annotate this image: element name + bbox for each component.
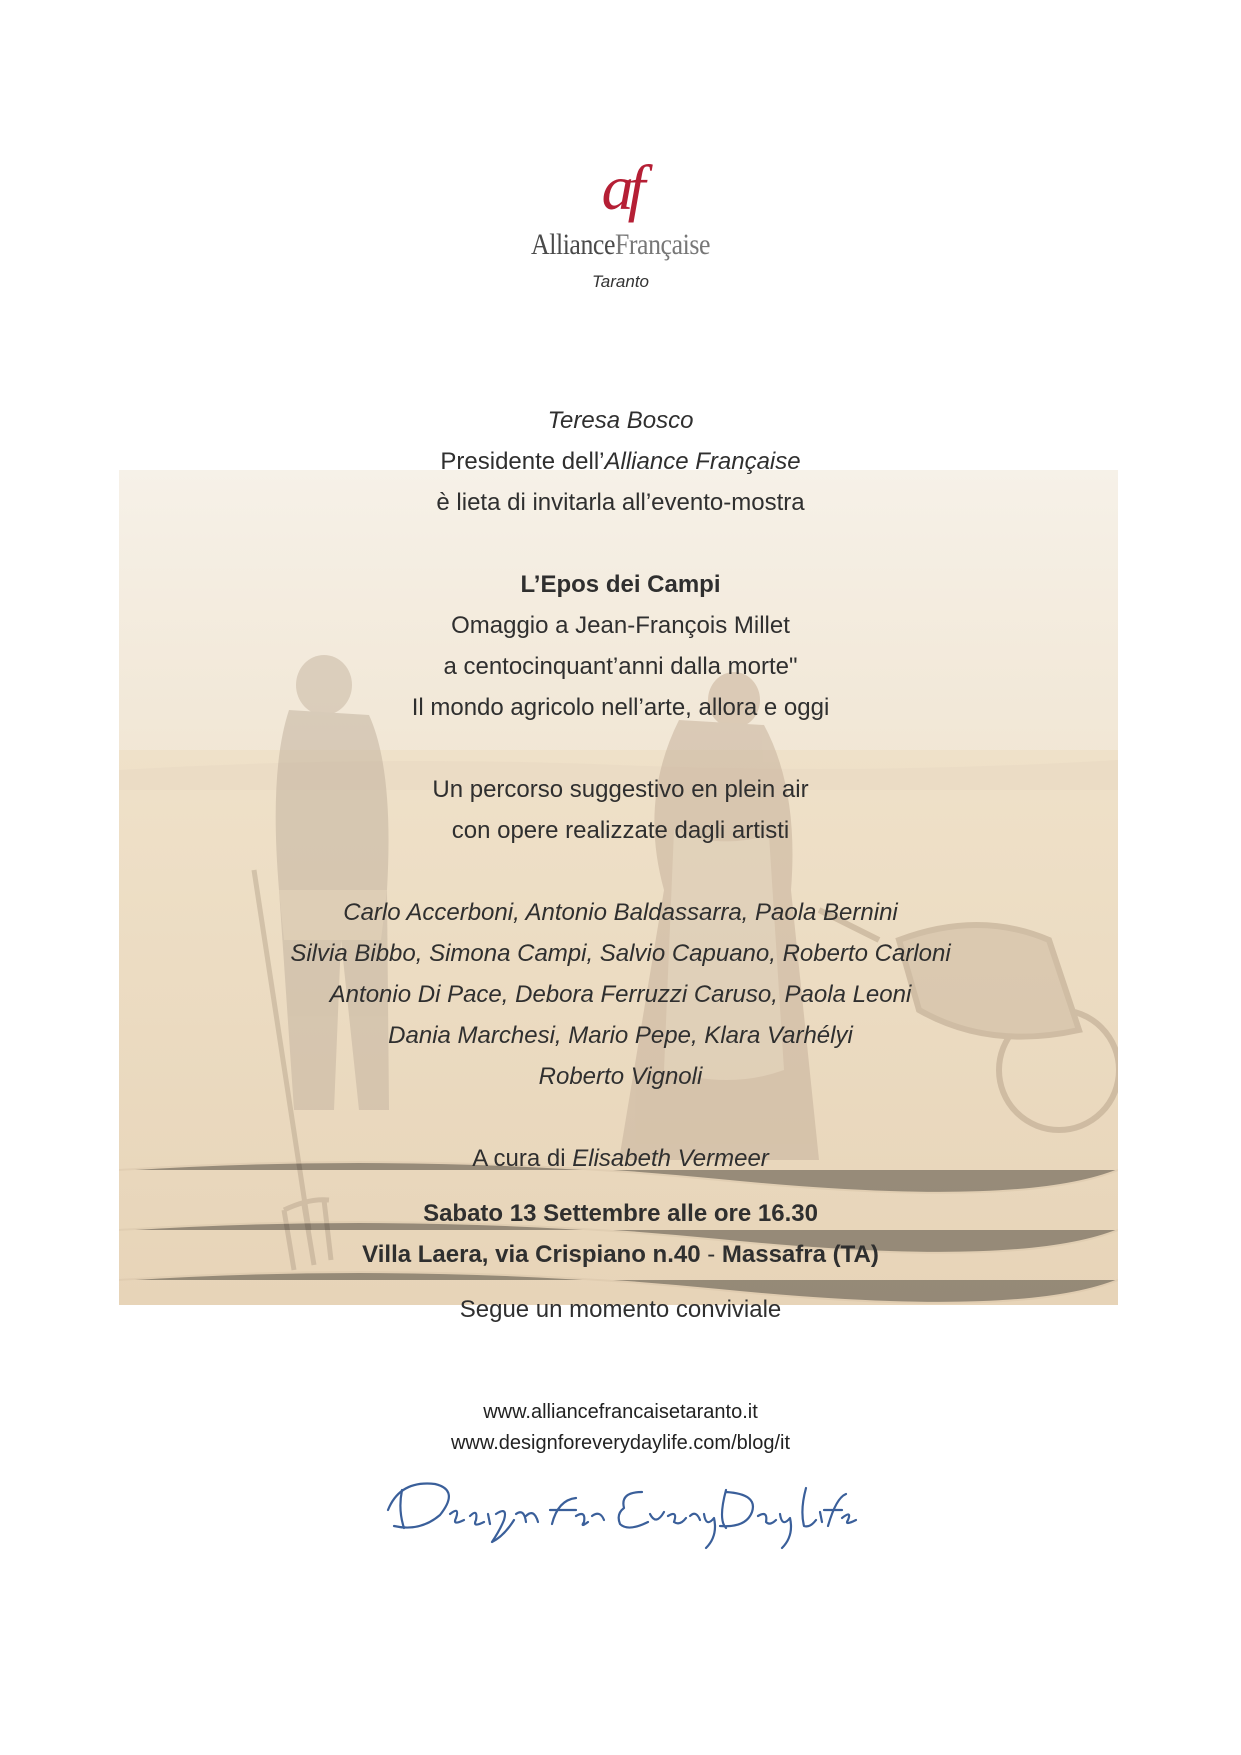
alliance-francaise-logo <box>0 150 1241 292</box>
curator-line <box>0 1138 1241 1179</box>
invitation-line: è lieta di invitarla all’evento-mostra <box>436 489 805 516</box>
exhibition-subtitle-3: Il mondo agricolo nell’arte, allora e oggi <box>411 694 830 721</box>
artists-line-1: Carlo Accerboni, Antonio Baldassarra, Paola Bernini <box>343 899 898 926</box>
event-date: Sabato 13 Settembre alle ore 16.30 <box>423 1200 818 1227</box>
exhibition-subtitle-1: Omaggio a Jean-François Millet <box>451 612 790 639</box>
exhibition-subtitle-2: a centocinquant’anni dalla morte" <box>443 653 798 680</box>
curator-name: Elisabeth Vermeer <box>572 1145 769 1172</box>
event-separator: - <box>700 1241 722 1268</box>
website-link-design[interactable]: www.designforeverydaylife.com/blog/it <box>450 1432 791 1454</box>
logo-name-part2: Française <box>614 228 710 261</box>
invitation-text <box>0 400 1241 1330</box>
event-venue: Villa Laera, via Crispiano n.40 <box>362 1241 701 1268</box>
exhibition-title: L’Epos dei Campi <box>520 571 721 598</box>
artists-line-3: Antonio Di Pace, Debora Ferruzzi Caruso, Paola Leoni <box>329 981 912 1008</box>
artists-line-5: Roberto Vignoli <box>538 1063 703 1090</box>
exhibition-description-2: con opere realizzate dagli artisti <box>451 817 790 844</box>
artists-line-2: Silvia Bibbo, Simona Campi, Salvio Capuano, Roberto Carloni <box>290 940 951 967</box>
event-note: Segue un momento conviviale <box>459 1296 782 1323</box>
event-location <box>0 1234 1241 1275</box>
logo-wordmark <box>87 228 1154 262</box>
artists-line-4: Dania Marchesi, Mario Pepe, Klara Varhélyi <box>388 1022 853 1049</box>
logo-name-part1: Alliance <box>531 228 615 261</box>
curator-prefix: A cura di <box>472 1145 573 1172</box>
design-for-everyday-life-signature <box>380 1470 860 1560</box>
website-link-alliance[interactable]: www.alliancefrancaisetaranto.it <box>483 1401 758 1423</box>
host-role <box>0 441 1241 482</box>
host-role-prefix: Presidente dell’ <box>440 448 605 475</box>
event-city: Massafra (TA) <box>721 1241 879 1268</box>
logo-city: Taranto <box>591 272 650 291</box>
host-name: Teresa Bosco <box>547 407 694 434</box>
host-role-org: Alliance Française <box>604 448 801 475</box>
exhibition-description-1: Un percorso suggestivo en plein air <box>432 776 809 803</box>
signature-logo <box>380 1470 860 1560</box>
logo-mark: af <box>601 152 640 223</box>
website-links <box>0 1397 1241 1459</box>
